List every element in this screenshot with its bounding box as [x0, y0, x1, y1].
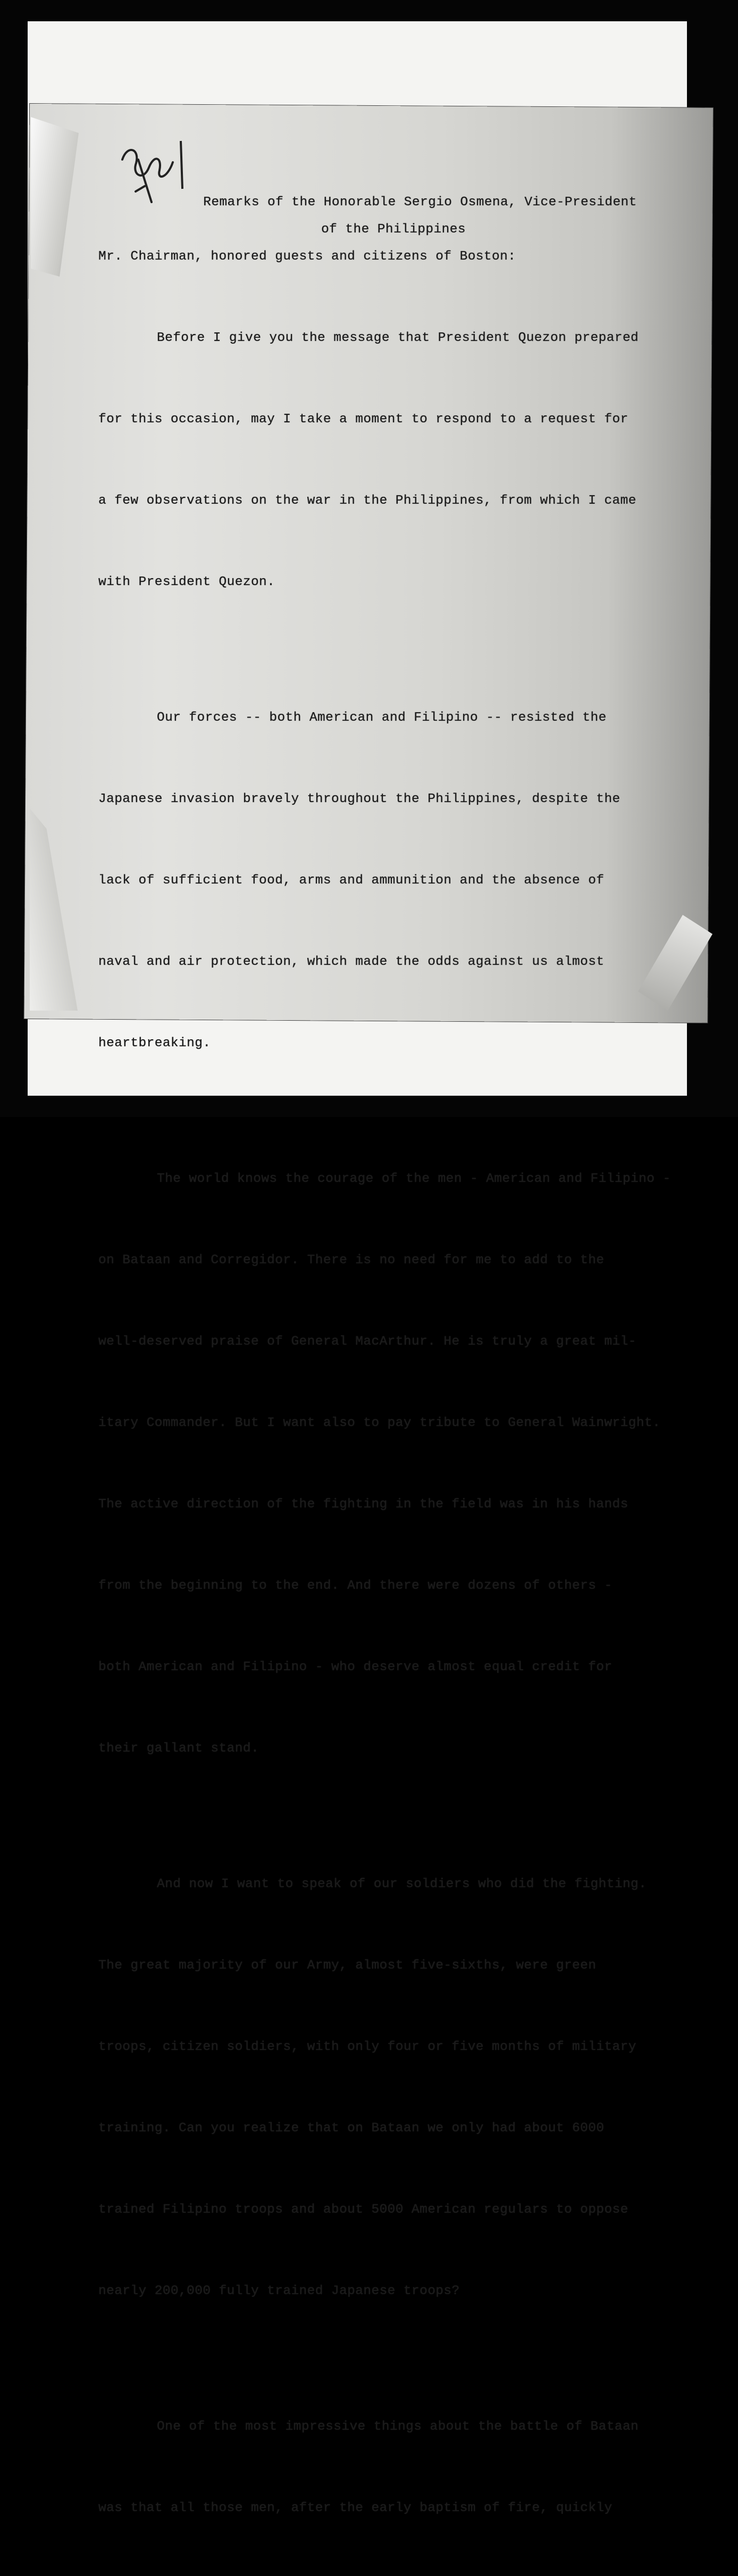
paragraph-3 — [98, 1111, 689, 1816]
salutation: Mr. Chairman, honored guests and citizens of Boston: — [98, 249, 516, 264]
paragraph-1 — [98, 270, 689, 650]
text-line: from the beginning to the end. And there were dozens of others - — [98, 1579, 613, 1593]
paragraph-4 — [98, 1816, 689, 2359]
text-line: Japanese invasion bravely throughout the Philippines, despite the — [98, 792, 620, 806]
text-line: a few observations on the war in the Philippines, from which I came — [98, 494, 636, 508]
text-line: training. Can you realize that on Bataan we only had about 6000 — [98, 2121, 605, 2136]
text-line: naval and air protection, which made the odds against us almost — [98, 955, 605, 969]
text-line: for this occasion, may I take a moment to respond to a request for — [98, 412, 628, 427]
text-line: was that all those men, after the early baptism of fire, quickly — [98, 2501, 613, 2515]
text-line: The world knows the courage of the men - American and Filipino - — [157, 1172, 671, 1186]
text-line: on Bataan and Corregidor. There is no need for me to add to the — [98, 1253, 605, 1268]
speech-text — [98, 189, 689, 2576]
text-line: nearly 200,000 fully trained Japanese troops? — [98, 2284, 460, 2298]
text-line: itary Commander. But I want also to pay tribute to General Wainwright. — [98, 1416, 661, 1430]
text-line: Before I give you the message that President Quezon prepared — [157, 331, 639, 345]
text-line: Our forces -- both American and Filipino -- resisted the — [157, 711, 607, 725]
text-line: The active direction of the fighting in the field was in his hands — [98, 1497, 628, 1512]
text-line: The great majority of our Army, almost five-sixths, were green — [98, 1958, 597, 1973]
text-line: troops, citizen soldiers, with only four or five months of military — [98, 2040, 636, 2054]
text-line: lack of sufficient food, arms and ammunition and the absence of — [98, 873, 605, 888]
text-line: well-deserved praise of General MacArthur. He is truly a great mil- — [98, 1335, 636, 1349]
text-line: both American and Filipino - who deserve almost equal credit for — [98, 1660, 613, 1674]
text-line: heartbreaking. — [98, 1036, 211, 1051]
title-line-2: of the Philippines — [321, 222, 466, 237]
text-line: One of the most impressive things about the battle of Bataan — [157, 2420, 639, 2434]
paragraph-2 — [98, 650, 689, 1111]
title-line-1: Remarks of the Honorable Sergio Osmena, Vice-President — [203, 195, 637, 210]
text-line: their gallant stand. — [98, 1741, 259, 1756]
paragraph-5 — [98, 2359, 689, 2576]
text-line: with President Quezon. — [98, 575, 275, 589]
text-line: trained Filipino troops and about 5000 American regulars to oppose — [98, 2203, 628, 2217]
text-line: And now I want to speak of our soldiers who did the fighting. — [157, 1877, 647, 1891]
